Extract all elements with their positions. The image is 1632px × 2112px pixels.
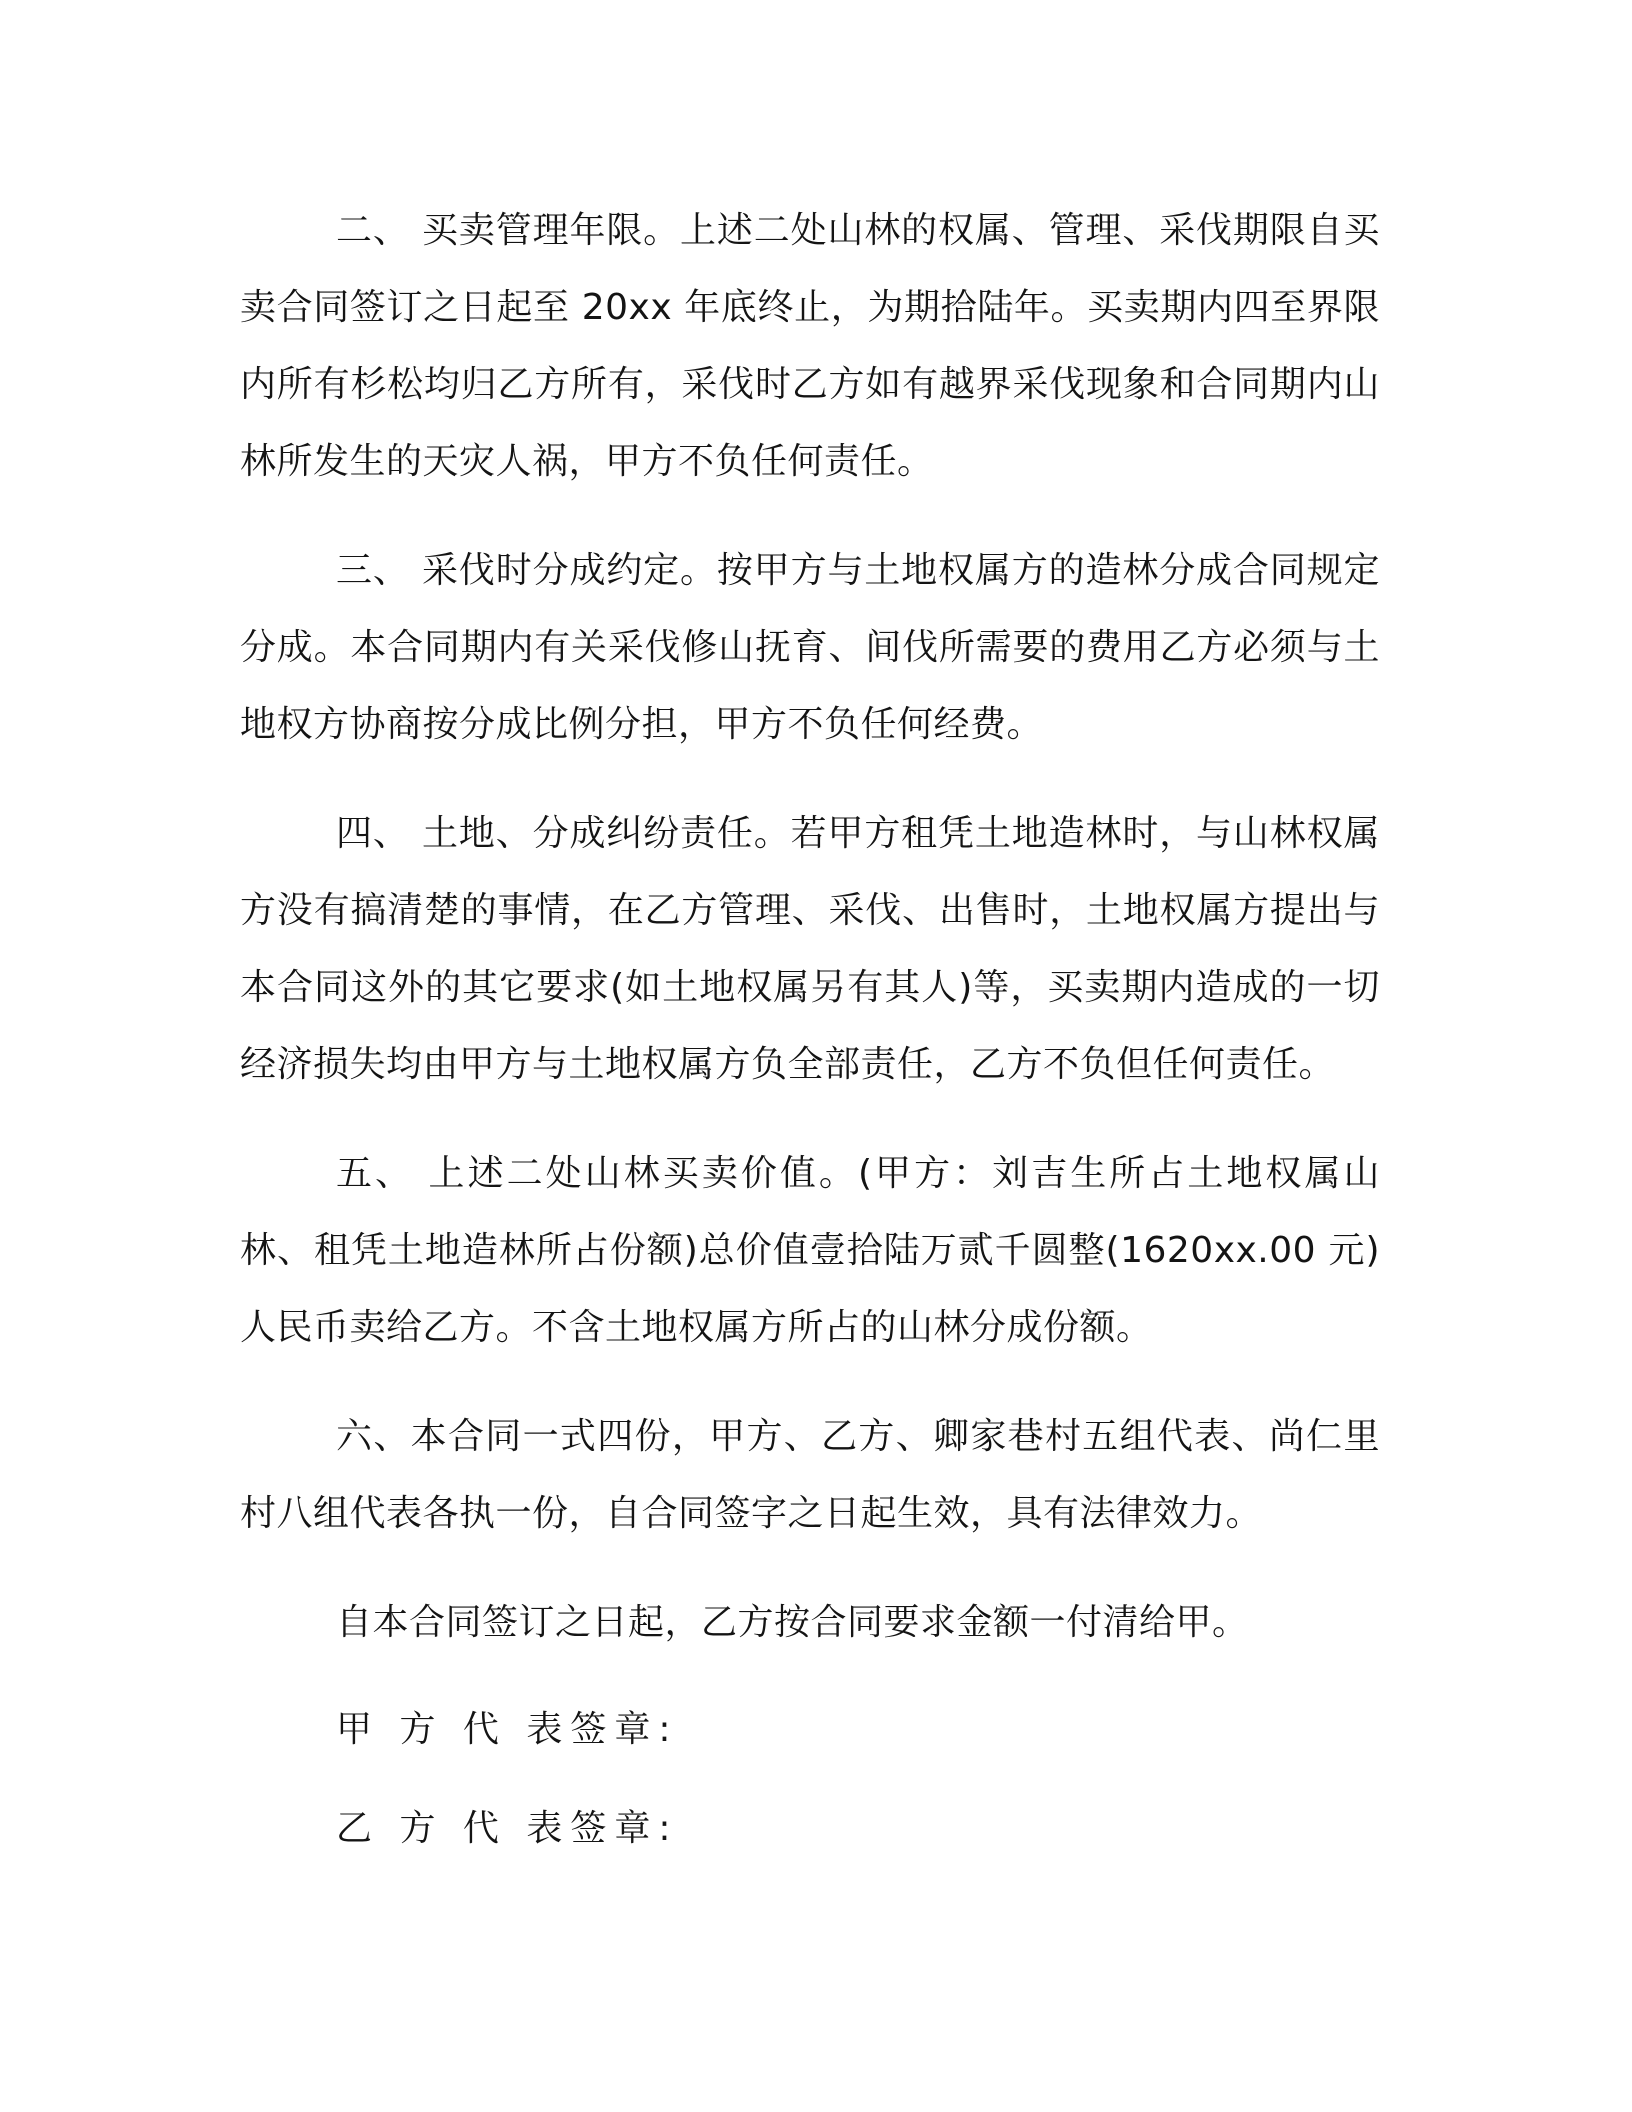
clause-5-price: 五、 上述二处山林买卖价值。(甲方：刘吉生所占土地权属山林、租凭土地造林所占份额)总价值壹拾陆万贰千圆整(1620xx.00 元)人民币卖给乙方。不含土地权属方所占的山林分成份额。 [240, 1153, 1380, 1348]
clause-4-dispute: 四、 土地、分成纠纷责任。若甲方租凭土地造林时，与山林权属方没有搞清楚的事情，在乙方管理、采伐、出售时，土地权属方提出与本合同这外的其它要求(如土地权属另有其人)等，买卖期内造成的一切经济损失均由甲方与土地权属方负全部责任，乙方不负但任何责任。 [240, 813, 1380, 1085]
clause-6-copies: 六、本合同一式四份，甲方、乙方、卿家巷村五组代表、尚仁里村八组代表各执一份，自合同签字之日起生效，具有法律效力。 [240, 1416, 1380, 1534]
party-a-signature-label: 甲 方 代 表签章: [336, 1709, 679, 1750]
payment-note: 自本合同签订之日起，乙方按合同要求金额一付清给甲。 [336, 1602, 1249, 1643]
clause-2-term: 二、 买卖管理年限。上述二处山林的权属、管理、采伐期限自买卖合同签订之日起至 20xx 年底终止，为期拾陆年。买卖期内四至界限内所有杉松均归乙方所有，采伐时乙方如有越界采伐现象和合同期内山林所发生的天灾人祸，甲方不负任何责任。 [240, 210, 1380, 482]
party-b-signature-label: 乙 方 代 表签章: [336, 1808, 679, 1849]
clause-3-share: 三、 采伐时分成约定。按甲方与土地权属方的造林分成合同规定分成。本合同期内有关采伐修山抚育、间伐所需要的费用乙方必须与土地权方协商按分成比例分担，甲方不负任何经费。 [240, 550, 1380, 745]
contract-body [240, 192, 1380, 1889]
